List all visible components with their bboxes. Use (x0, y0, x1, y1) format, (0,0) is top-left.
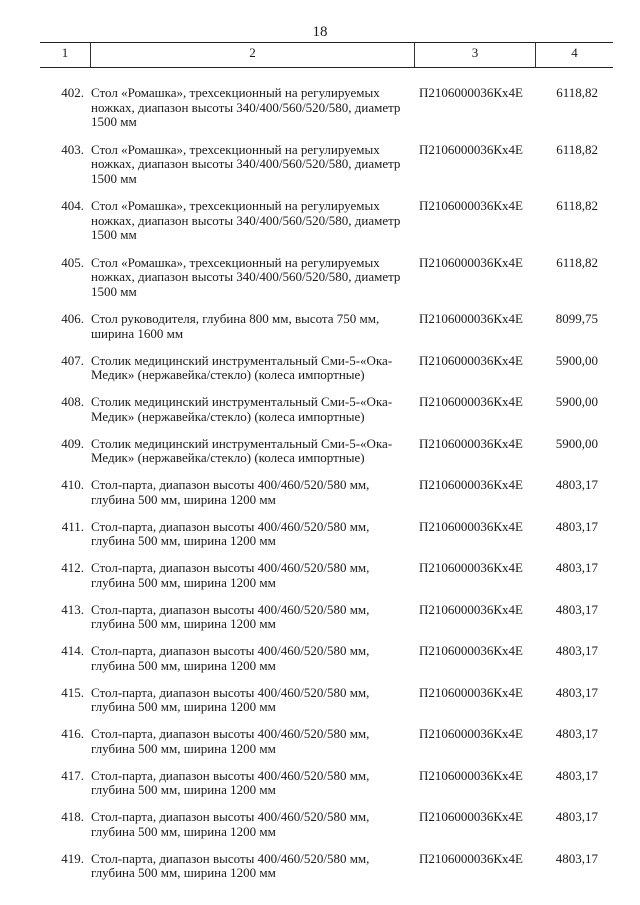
item-description: Стол «Ромашка», трехсекционный на регулируемых ножках, диапазон высоты 340/400/560/520/580, диаметр 1500 мм (91, 198, 401, 242)
item-price: 4803,17 (555, 850, 598, 866)
table-row (0, 518, 640, 560)
item-code: П2106000036Кх4Е (419, 809, 523, 824)
table-row (0, 642, 640, 684)
item-price: 4803,17 (555, 477, 598, 492)
row-number: 408. (61, 394, 84, 409)
header-col-1: 1 (61, 45, 69, 60)
item-description: Стол-парта, диапазон высоты 400/460/520/580 мм, глубина 500 мм, ширина 1200 мм (91, 726, 370, 756)
row-number: 412. (61, 560, 84, 575)
row-number: 411. (61, 518, 84, 534)
table-row (0, 141, 640, 198)
row-number: 416. (61, 726, 84, 741)
row-number: 417. (61, 767, 84, 783)
table-header (40, 42, 613, 68)
item-description: Стол-парта, диапазон высоты 400/460/520/580 мм, глубина 500 мм, ширина 1200 мм (91, 560, 370, 590)
table-row (0, 684, 640, 726)
item-code: П2106000036Кх4Е (419, 726, 523, 741)
row-number: 404. (61, 198, 84, 213)
item-description: Стол руководителя, глубина 800 мм, высота 750 мм, ширина 1600 мм (91, 311, 380, 341)
table-row (0, 197, 640, 254)
table-row (0, 310, 640, 352)
table-row (0, 84, 640, 141)
item-code: П2106000036Кх4Е (419, 198, 523, 213)
item-price: 6118,82 (556, 85, 598, 100)
row-number: 407. (61, 352, 84, 368)
item-description: Стол «Ромашка», трехсекционный на регулируемых ножках, диапазон высоты 340/400/560/520/580, диаметр 1500 мм (91, 85, 401, 129)
table-row (0, 850, 640, 892)
row-number: 405. (61, 254, 84, 270)
item-price: 6118,82 (556, 254, 598, 270)
row-number: 403. (61, 141, 84, 157)
item-price: 4803,17 (555, 643, 598, 658)
item-price: 4803,17 (555, 560, 598, 575)
table-row (0, 352, 640, 394)
item-code: П2106000036Кх4Е (419, 477, 523, 492)
item-description: Столик медицинский инструментальный Сми-5-«Ока-Медик» (нержавейка/стекло) (колеса импортные) (91, 352, 393, 382)
header-col-2: 2 (249, 45, 256, 60)
item-code: П2106000036Кх4Е (419, 394, 523, 409)
table-row (0, 808, 640, 850)
item-price: 8099,75 (555, 311, 598, 326)
item-code: П2106000036Кх4Е (419, 85, 523, 100)
item-code: П2106000036Кх4Е (419, 643, 523, 658)
item-price: 5900,00 (555, 352, 598, 368)
row-number: 410. (61, 477, 84, 492)
table-row (0, 393, 640, 435)
item-description: Стол-парта, диапазон высоты 400/460/520/580 мм, глубина 500 мм, ширина 1200 мм (91, 809, 370, 839)
row-number: 414. (61, 643, 84, 658)
item-description: Стол «Ромашка», трехсекционный на регулируемых ножках, диапазон высоты 340/400/560/520/580, диаметр 1500 мм (91, 141, 401, 186)
item-description: Столик медицинский инструментальный Сми-5-«Ока-Медик» (нержавейка/стекло) (колеса импортные) (91, 394, 393, 424)
item-description: Стол-парта, диапазон высоты 400/460/520/580 мм, глубина 500 мм, ширина 1200 мм (91, 850, 370, 880)
item-description: Стол-парта, диапазон высоты 400/460/520/580 мм, глубина 500 мм, ширина 1200 мм (91, 684, 370, 714)
table-row (0, 254, 640, 311)
item-description: Стол-парта, диапазон высоты 400/460/520/580 мм, глубина 500 мм, ширина 1200 мм (91, 601, 370, 631)
item-price: 4803,17 (555, 767, 598, 783)
row-number: 413. (61, 601, 84, 617)
item-price: 5900,00 (555, 435, 598, 451)
item-price: 4803,17 (555, 684, 598, 700)
table-row (0, 476, 640, 518)
item-price: 4803,17 (555, 601, 598, 617)
row-number: 409. (61, 435, 84, 451)
item-description: Стол-парта, диапазон высоты 400/460/520/580 мм, глубина 500 мм, ширина 1200 мм (91, 643, 370, 673)
item-code: П2106000036Кх4Е (419, 850, 523, 866)
item-description: Стол «Ромашка», трехсекционный на регулируемых ножках, диапазон высоты 340/400/560/520/580, диаметр 1500 мм (91, 254, 401, 299)
item-code: П2106000036Кх4Е (419, 560, 523, 575)
item-price: 4803,17 (555, 518, 598, 534)
item-code: П2106000036Кх4Е (419, 518, 523, 534)
item-price: 6118,82 (556, 198, 598, 213)
table-row (0, 559, 640, 601)
row-number: 419. (61, 850, 84, 866)
table-row (0, 601, 640, 643)
item-code: П2106000036Кх4Е (419, 767, 523, 783)
row-number: 418. (61, 809, 84, 824)
header-col-3: 3 (471, 45, 479, 60)
item-price: 4803,17 (555, 726, 598, 741)
row-number: 415. (61, 684, 84, 700)
table-row (0, 725, 640, 767)
row-number: 406. (61, 311, 84, 326)
table-body (0, 84, 640, 891)
item-code: П2106000036Кх4Е (419, 684, 523, 700)
row-number: 402. (61, 85, 84, 100)
item-price: 6118,82 (556, 141, 598, 157)
item-price: 5900,00 (555, 394, 598, 409)
table-row (0, 435, 640, 477)
item-code: П2106000036Кх4Е (419, 311, 523, 326)
table-row (0, 767, 640, 809)
page-number: 18 (312, 24, 328, 40)
item-description: Стол-парта, диапазон высоты 400/460/520/580 мм, глубина 500 мм, ширина 1200 мм (91, 477, 370, 507)
item-code: П2106000036Кх4Е (419, 254, 523, 270)
item-description: Столик медицинский инструментальный Сми-5-«Ока-Медик» (нержавейка/стекло) (колеса импортные) (91, 435, 393, 465)
item-code: П2106000036Кх4Е (419, 141, 523, 157)
header-col-4: 4 (571, 45, 578, 60)
item-code: П2106000036Кх4Е (419, 435, 523, 451)
item-description: Стол-парта, диапазон высоты 400/460/520/580 мм, глубина 500 мм, ширина 1200 мм (91, 767, 370, 797)
item-price: 4803,17 (555, 809, 598, 824)
item-description: Стол-парта, диапазон высоты 400/460/520/580 мм, глубина 500 мм, ширина 1200 мм (91, 518, 370, 548)
item-code: П2106000036Кх4Е (419, 352, 523, 368)
item-code: П2106000036Кх4Е (419, 601, 523, 617)
